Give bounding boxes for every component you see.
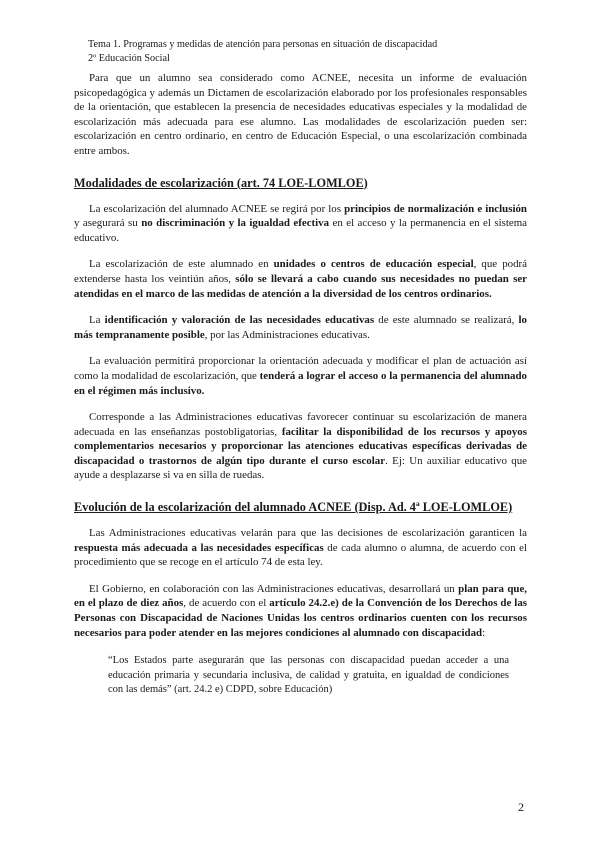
page-header	[88, 38, 437, 65]
text-run: , de acuerdo con el	[183, 597, 270, 610]
document-body	[74, 71, 527, 697]
bold-run: no discriminación y la igualdad efectiva	[141, 217, 330, 230]
paragraph-plan-gobierno	[74, 582, 527, 640]
text-run: La evaluación permitirá proporcionar la orientación adecuada y modificar el plan de actuación así como la modalidad de escolarización, que	[74, 355, 527, 382]
page-number: 2	[518, 800, 524, 814]
text-run: , que podrá extenderse hasta los veintiún años,	[74, 258, 527, 285]
text-run: :	[482, 626, 486, 639]
text-run: La escolarización del alumnado ACNEE se regirá por los	[89, 202, 345, 215]
quote-cdpd: “Los Estados parte asegurarán que las personas con discapacidad puedan acceder a una educación primaria y secundaria inclusiva, de calidad y gratuita, en igualdad de condiciones con las demás” (art. 24.2 e) CDPD, sobre Educación)	[108, 655, 509, 696]
bold-run: identificación y valoración de las necesidades educativas	[104, 314, 375, 327]
bold-run: artículo 24.2.e) de la Convención de los Derechos de las Personas con Discapacidad de Naciones Unidas los centros ordinarios cuenten con los recursos necesarios para poder atender en las mejores condiciones al alumnado con discapacidad	[74, 597, 527, 639]
bold-run: tenderá a lograr el acceso o la permanencia del alumnado en el régimen más inclusivo.	[74, 369, 528, 397]
bold-run: lo más tempranamente posible	[74, 314, 527, 341]
bold-run: unidades o centros de educación especial	[273, 258, 474, 271]
paragraph-postobligatorias	[74, 410, 527, 483]
text-run: , por las Administraciones educativas.	[204, 328, 370, 341]
text-run: Las Administraciones educativas velarán para que las decisiones de escolarización garanticen la	[89, 527, 527, 540]
text-run: La escolarización de este alumnado en	[89, 258, 274, 271]
bold-run: principios de normalización e inclusión	[344, 202, 527, 215]
paragraph-identificacion	[74, 313, 527, 342]
section-heading-evolucion: Evolución de la escolarización del alumnado ACNEE (Disp. Ad. 4ª LOE-LOMLOE)	[74, 500, 513, 515]
text-run: El Gobierno, en colaboración con las Administraciones educativas, desarrollará un	[89, 582, 459, 595]
paragraph-respuesta	[74, 526, 527, 570]
bold-run: sólo se llevará a cabo cuando sus necesidades no puedan ser atendidas en el marco de las medidas de atención a la diversidad de los centros ordinarios.	[74, 272, 527, 300]
header-course: 2º Educación Social	[88, 52, 170, 64]
text-run: en el acceso y la permanencia en el sistema educativo.	[74, 217, 528, 244]
bold-run: respuesta más adecuada a las necesidades específicas	[74, 541, 324, 554]
text-run: de este alumnado se realizará,	[374, 314, 519, 327]
text-run: Corresponde a las Administraciones educativas favorecer continuar su escolarización de manera adecuada en las enseñanzas postobligatorias,	[74, 411, 527, 438]
header-topic: Tema 1. Programas y medidas de atención para personas en situación de discapacidad	[88, 39, 438, 50]
paragraph-educacion-especial	[74, 257, 527, 301]
text-run: La	[89, 314, 105, 327]
text-run: de cada alumno o alumna, de acuerdo con el procedimiento que se recoge en el artículo 74 de esta ley.	[74, 541, 527, 569]
bold-run: facilitar la disponibilidad de los recursos y apoyos complementarios necesarios y proporcionar las atenciones educativas específicas derivadas de discapacidad o trastornos de algún tipo durante el curso escolar	[74, 425, 527, 467]
text-run: . Ej: Un auxiliar educativo que ayude a desplazarse si va en silla de ruedas.	[74, 454, 528, 482]
paragraph-evaluacion	[74, 354, 527, 398]
section-heading-modalidades: Modalidades de escolarización (art. 74 LOE-LOMLOE)	[74, 175, 368, 190]
paragraph-principios	[74, 202, 527, 246]
intro-paragraph: Para que un alumno sea considerado como ACNEE, necesita un informe de evaluación psicopedagógica y además un Dictamen de escolarización elaborado por los profesionales responsables de la orientación, que establecen la presencia de necesidades educativas especiales y la modalidad de escolarización más adecuada para ese alumno. Las modalidades de escolarización pueden ser: escolarización en centro ordinario, en centro de Educación Especial, o una escolarización combinada entre ambos.	[74, 72, 527, 157]
bold-run: plan para que, en el plazo de diez años	[74, 582, 528, 610]
text-run: y asegurará su	[74, 217, 142, 230]
